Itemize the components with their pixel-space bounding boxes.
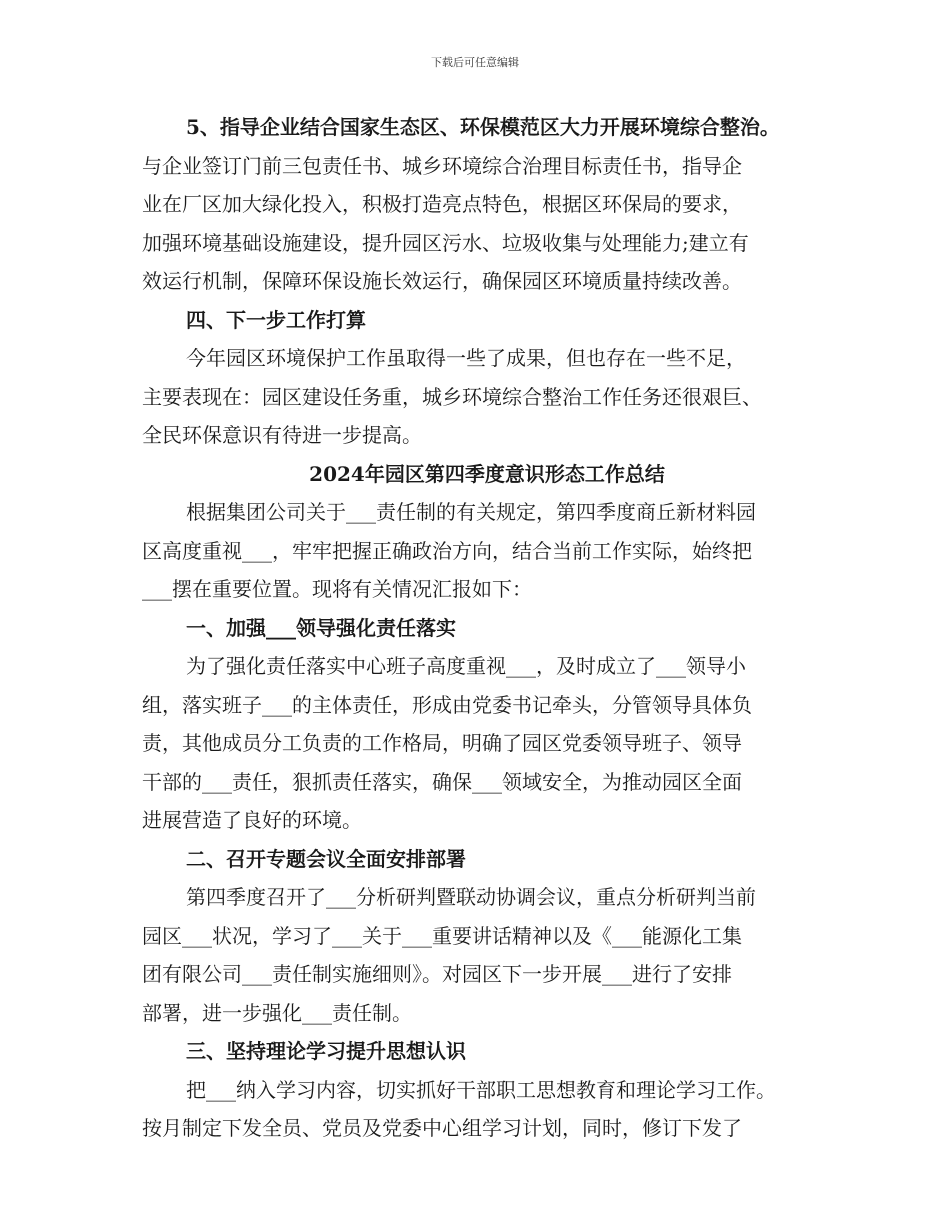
body-text-line: 加强环境基础设施建设，提升园区污水、垃圾收集与处理能力;建立有 (142, 230, 749, 255)
body-text-line: 效运行机制，保障环保设施长效运行，确保园区环境质量持续改善。 (142, 269, 742, 293)
body-text-line: 组，落实班子___的主体责任，形成由党委书记牵头，分管领导具体负 (142, 692, 752, 717)
body-text-line: 部署，进一步强化___责任制。 (142, 1000, 412, 1025)
body-text-line: 责，其他成员分工负责的工作格局，明确了园区党委领导班子、领导 (142, 731, 742, 755)
body-text-line: 园区___状况，学习了___关于___重要讲话精神以及《___能源化工集 (142, 923, 742, 948)
body-text-line: 今年园区环境保护工作虽取得一些了成果，但也存在一些不足， (186, 346, 746, 370)
section-heading: 一、加强___领导强化责任落实 (186, 615, 456, 640)
body-text-line: 把___纳入学习内容，切实抓好干部职工思想教育和理论学习工作。 (186, 1077, 776, 1102)
document-body (142, 108, 832, 1148)
page-header-note: 下载后可任意编辑 (431, 56, 519, 69)
section-title: 2024年园区第四季度意识形态工作总结 (309, 461, 665, 486)
body-text-line: 根据集团公司关于___责任制的有关规定，第四季度商丘新材料园 (186, 500, 756, 524)
body-text-line: 主要表现在：园区建设任务重，城乡环境综合整治工作任务还很艰巨、 (142, 384, 762, 409)
body-text-line: 团有限公司___责任制实施细则》。对园区下一步开展___进行了安排 (142, 962, 732, 986)
body-text-line: 干部的___责任，狠抓责任落实，确保___领域安全，为推动园区全面 (142, 769, 742, 794)
body-text-line: 业在厂区加大绿化投入，积极打造亮点特色，根据区环保局的要求， (142, 192, 742, 216)
section-heading: 三、坚持理论学习提升思想认识 (186, 1039, 466, 1063)
section-heading: 5、指导企业结合国家生态区、环保模范区大力开展环境综合整治。 (186, 115, 780, 139)
body-text-line: 区高度重视___，牢牢把握正确政治方向，结合当前工作实际，始终把 (142, 538, 752, 563)
body-text-line: 第四季度召开了___分析研判暨联动协调会议，重点分析研判当前 (186, 885, 756, 909)
body-text-line: 与企业签订门前三包责任书、城乡环境综合治理目标责任书，指导企 (142, 153, 742, 178)
body-text-line: 按月制定下发全员、党员及党委中心组学习计划，同时，修订下发了 (142, 1116, 742, 1140)
section-heading: 四、下一步工作打算 (186, 307, 366, 332)
body-text-line: 为了强化责任落实中心班子高度重视___，及时成立了___领导小 (186, 654, 746, 678)
section-heading: 二、召开专题会议全面安排部署 (186, 846, 466, 871)
body-text-line: 进展营造了良好的环境。 (142, 808, 362, 832)
body-text-line: 全民环保意识有待进一步提高。 (142, 423, 422, 447)
body-text-line: ___摆在重要位置。现将有关情况汇报如下： (142, 577, 532, 601)
